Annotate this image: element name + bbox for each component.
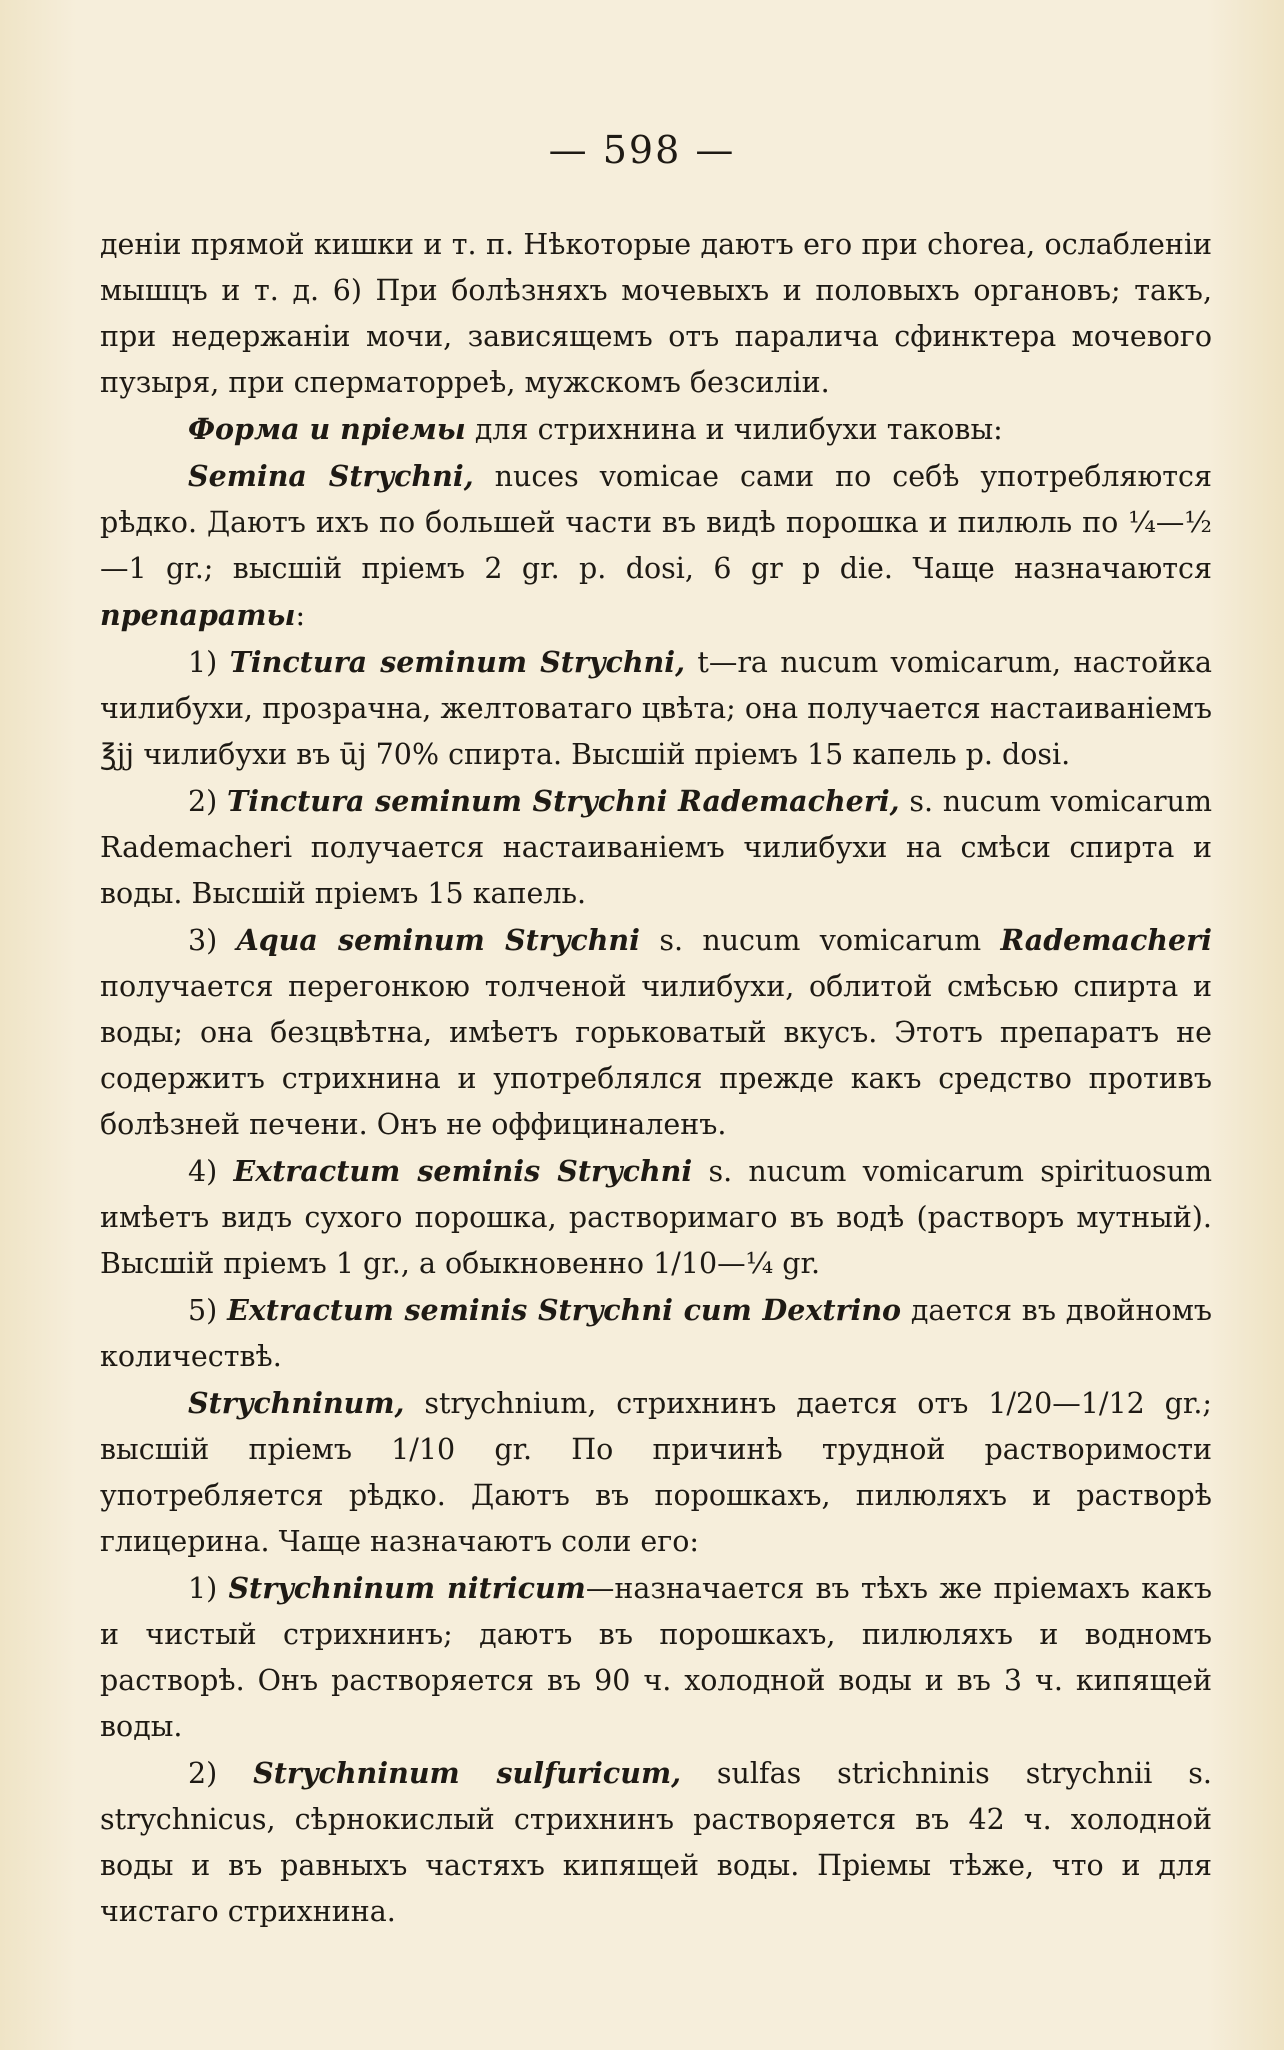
text-run: strychnium, стрихнинъ дается отъ 1/20—1/12 gr.; высшій пріемъ 1/10 gr. По причинѣ трудной растворимости употребляется рѣдко. Даютъ въ порошкахъ, пилюляхъ и растворѣ глицерина. Чаще назначаютъ соли его: — [100, 1387, 1212, 1558]
italic-term: Tinctura seminum Strychni, — [229, 645, 686, 679]
text-run: дается въ двойномъ количествѣ. — [100, 1294, 1213, 1373]
paragraph — [100, 1148, 1212, 1287]
text-run: 2) — [188, 785, 228, 818]
text-run: nuces vomicae сами по себѣ употребляются рѣдко. Даютъ ихъ по большей части въ видѣ порошка и пилюль по ¼—½—1 gr.; высшій пріемъ 2 gr. p. dosi, 6 gr p die. Чаще назначаются — [100, 460, 1212, 585]
text-run: 1) — [188, 646, 230, 679]
page-number: — 598 — — [548, 128, 736, 172]
text-run: 5) — [188, 1294, 228, 1327]
italic-term: Strychninum nitricum — [228, 1571, 586, 1605]
paragraph — [100, 1380, 1212, 1565]
italic-term: Semina Strychni, — [188, 459, 474, 493]
paragraph — [100, 639, 1212, 778]
text-run: t—ra nucum vomicarum, настойка чилибухи, прозрачна, желтоватаго цвѣта; она получается настаиваніемъ ℥jj чилибухи въ ūj 70% спирта. Высшій пріемъ 15 капель p. dosi. — [100, 646, 1213, 771]
paragraph — [100, 453, 1212, 639]
text-run: деніи прямой кишки и т. п. Нѣкоторые даютъ его при chorea, ослабленіи мышцъ и т. д. 6) При болѣзняхъ мочевыхъ и половыхъ органовъ; такъ, при недержаніи мочи, зависящемъ отъ паралича сфинктера мочевого пузыря, при сперматорреѣ, мужскомъ безсиліи. — [100, 228, 1212, 399]
italic-term: Aqua seminum Strychni — [236, 923, 640, 957]
text-run: s. nucum vomicarum — [639, 924, 1001, 957]
italic-term: препараты — [100, 598, 296, 632]
text-run: 3) — [188, 924, 237, 957]
paragraph — [100, 917, 1212, 1148]
paragraph — [100, 778, 1212, 917]
text-run: sulfas strichninis strychnii s. strychnicus, сѣрнокислый стрихнинъ растворяется въ 42 ч. холодной воды и въ равныхъ частяхъ кипящей воды. Пріемы тѣже, что и для чистаго стрихнина. — [100, 1757, 1212, 1928]
text-run: 1) — [188, 1572, 229, 1605]
italic-term: Rademacheri — [1000, 923, 1212, 957]
text-run: для стрихнина и чилибухи таковы: — [465, 413, 1003, 446]
italic-term: Tinctura seminum Strychni Rademacheri, — [227, 784, 900, 818]
text-run: получается перегонкою толченой чилибухи, облитой смѣсью спирта и воды; она безцвѣтна, имѣетъ горьковатый вкусъ. Этотъ препаратъ не содержитъ стрихнина и употреблялся прежде какъ средство противъ болѣзней печени. Онъ не оффициналенъ. — [100, 970, 1212, 1141]
paragraph — [100, 1750, 1212, 1935]
italic-term: Strychninum sulfuricum, — [253, 1756, 682, 1790]
text-run: 2) — [188, 1757, 254, 1790]
paragraph — [100, 222, 1212, 406]
body-text — [100, 222, 1212, 1935]
text-run: —назначается въ тѣхъ же пріемахъ какъ и чистый стрихнинъ; даютъ въ порошкахъ, пилюляхъ и водномъ растворѣ. Онъ растворяется въ 90 ч. холодной воды и въ 3 ч. кипящей воды. — [100, 1572, 1213, 1743]
italic-term: Strychninum, — [188, 1386, 405, 1420]
paragraph — [100, 406, 1212, 453]
paragraph — [100, 1565, 1212, 1750]
text-run: s. nucum vomicarum spirituosum имѣетъ видъ сухого порошка, растворимаго въ водѣ (растворъ мутный). Высшій пріемъ 1 gr., а обыкновенно 1/10—¼ gr. — [100, 1155, 1213, 1280]
paragraph — [100, 1287, 1212, 1380]
italic-term: Extractum seminis Strychni — [233, 1154, 693, 1188]
text-run: : — [295, 599, 306, 632]
text-run: s. nucum vomicarum Rademacheri получается настаиваніемъ чилибухи на смѣси спирта и воды. Высшій пріемъ 15 капель. — [100, 785, 1212, 910]
text-run: 4) — [188, 1155, 234, 1188]
italic-term: Форма и пріемы — [188, 412, 466, 446]
italic-term: Extractum seminis Strychni cum Dextrino — [227, 1293, 902, 1327]
